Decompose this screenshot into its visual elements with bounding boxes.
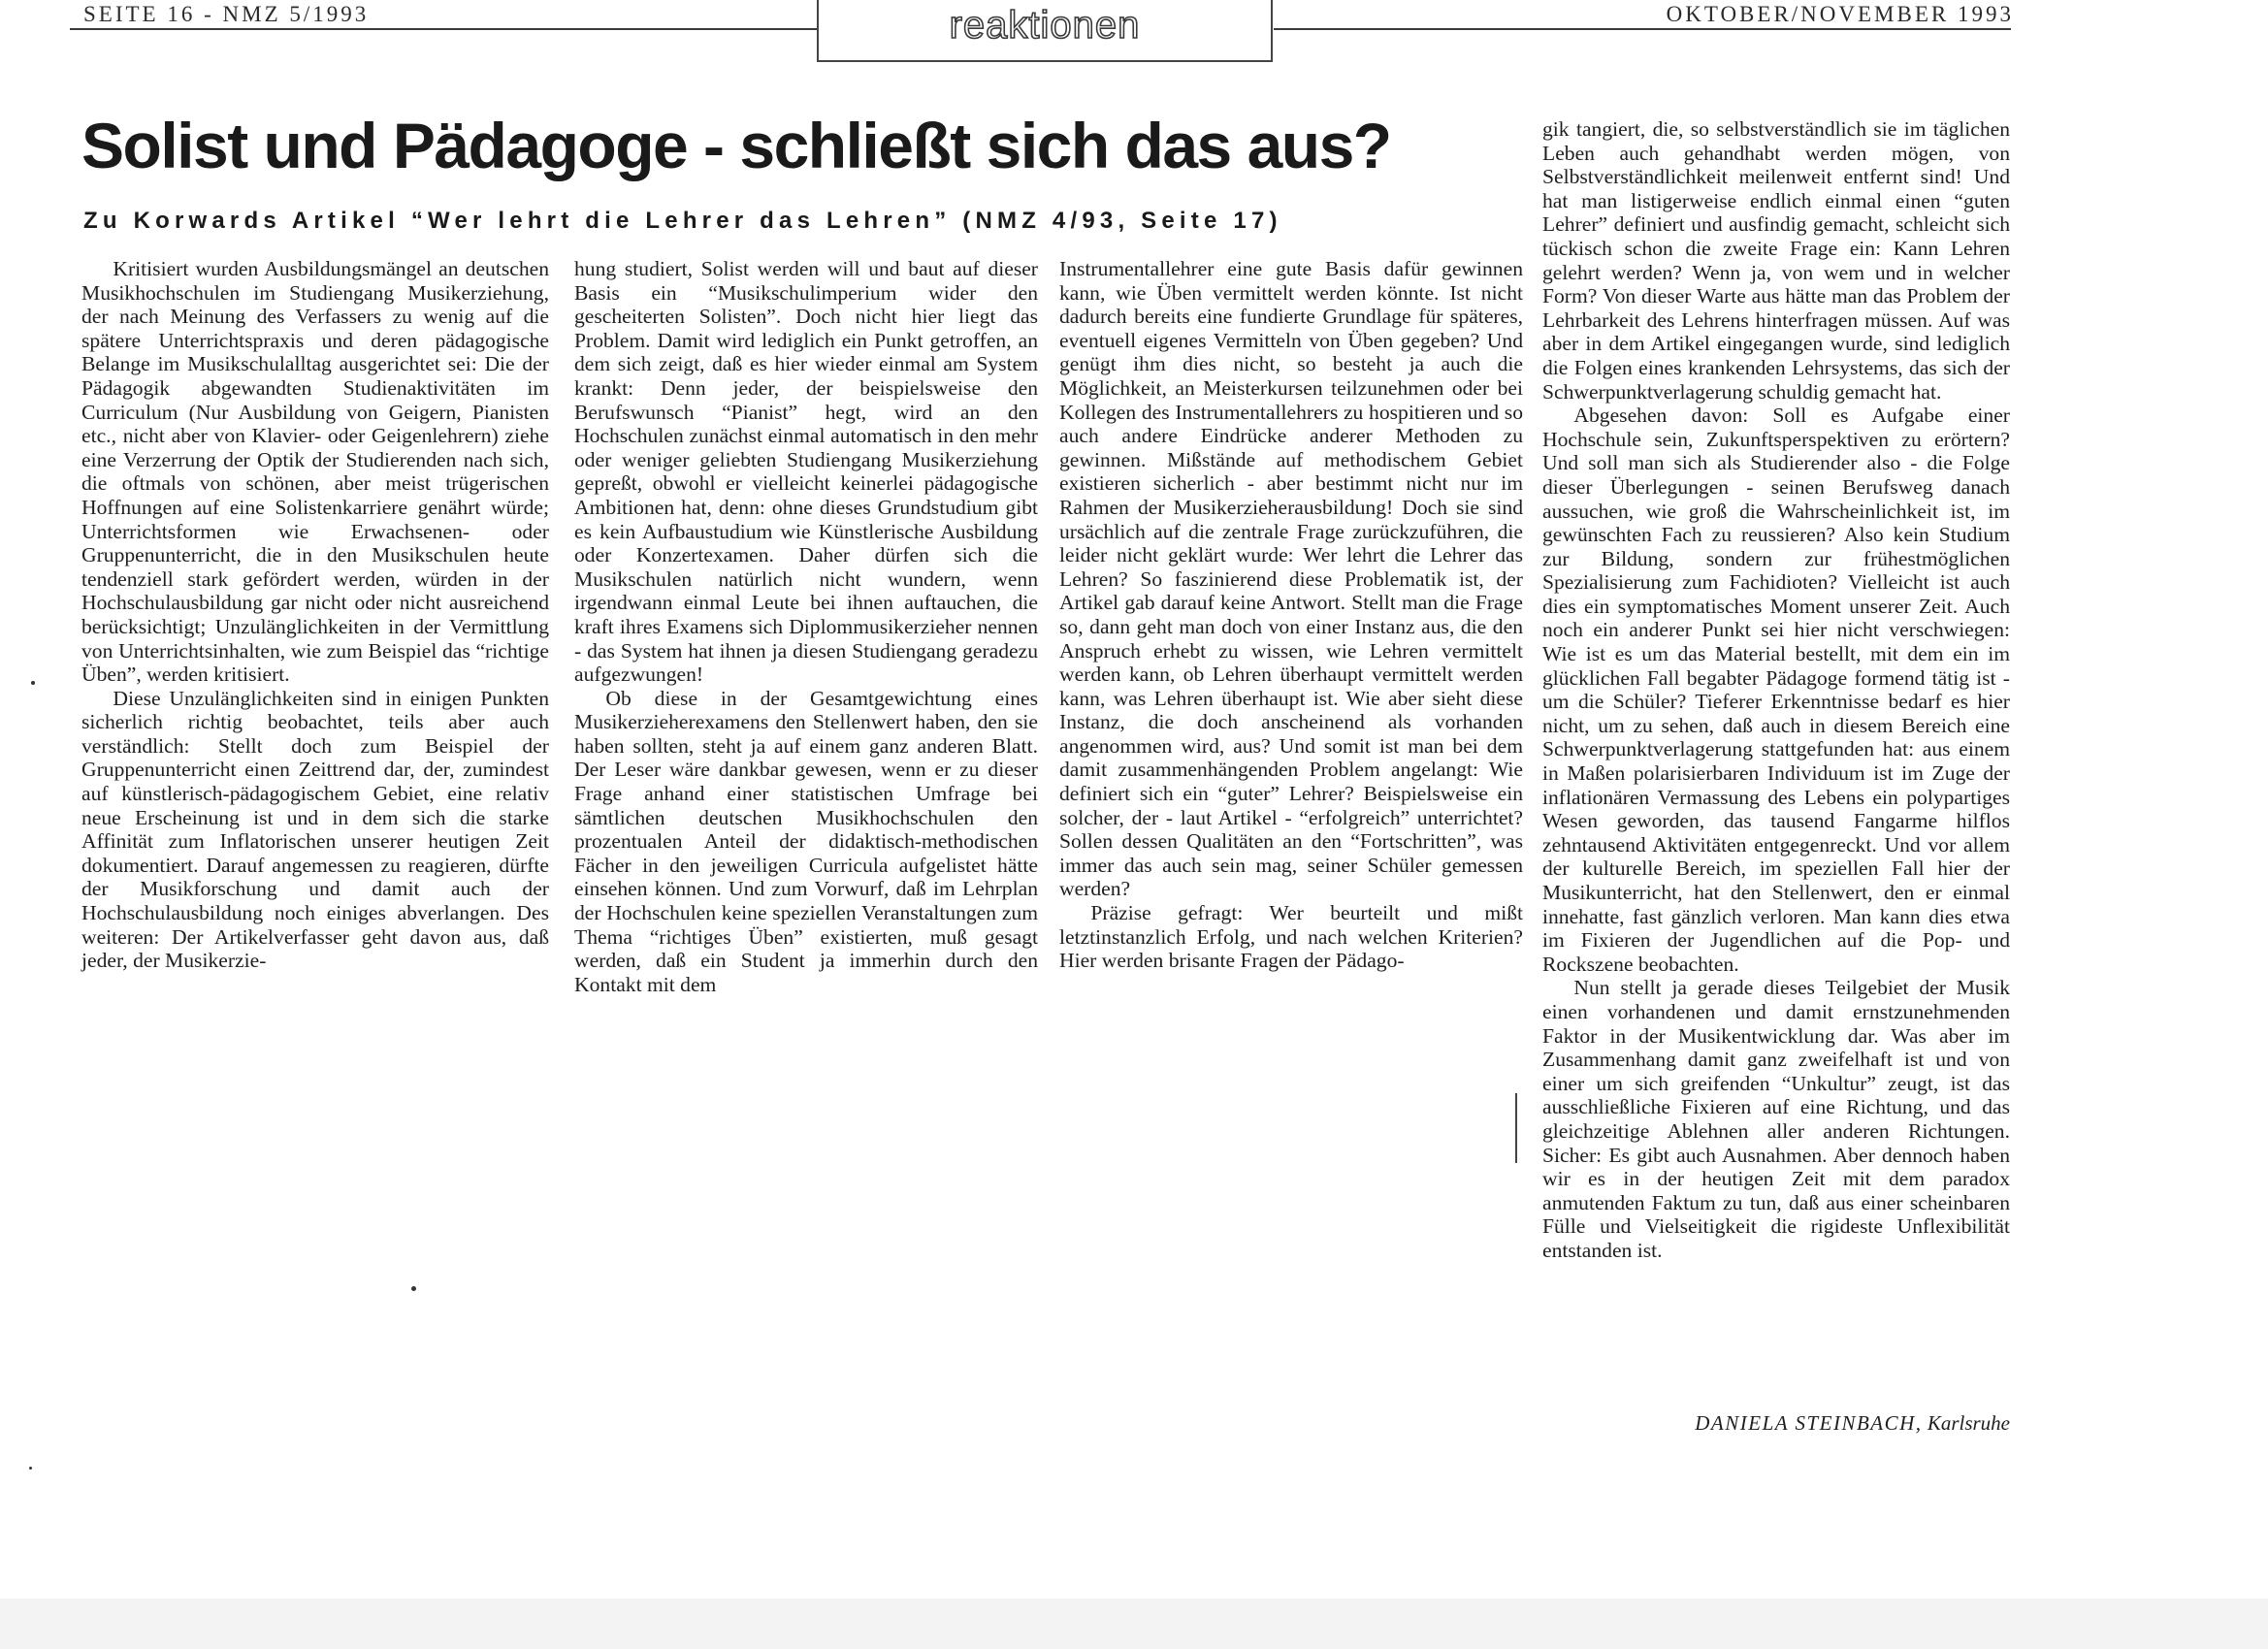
header-rule-left — [70, 28, 817, 30]
article-paragraph: Ob diese in der Gesamtgewichtung eines Musikerzieherexamens den Stellenwert haben, den sie haben sollten, steht ja auf einem ganz anderen Blatt. Der Leser wäre dankbar gewesen, wenn er zu dieser Frage anhand einer statistischen Umfrage bei sämtlichen deutschen Musikhochschulen den prozentualen Anteil der didaktisch-methodischen Fächer in den jeweiligen Curricula aufgelistet hätte einsehen können. Und zum Vorwurf, daß im Lehrplan der Hochschulen keine speziellen Veranstaltungen zum Thema “richtiges Üben” existierten, muß gesagt werden, daß ein Student ja immerhin durch den Kontakt mit dem — [574, 686, 1038, 996]
article-paragraph: hung studiert, Solist werden will und baut auf dieser Basis ein “Musikschulimperium wider den gescheiterten Solisten”. Doch nicht hier liegt das Problem. Damit wird lediglich ein Punkt getroffen, an dem sich zeigt, daß es hier wieder einmal am System krankt: Denn jeder, der beispielsweise den Berufswunsch “Pianist” hegt, wird an den Hochschulen zunächst einmal automatisch in den mehr oder weniger geliebten Studiengang Musikerziehung gepreßt, obwohl er vielleicht keinerlei pädagogische Ambitionen hat, denn: ohne dieses Grundstudium gibt es kein Aufbaustudium wie Künstlerische Ausbildung oder Konzertexamen. Daher dürfen sich die Musikschulen natürlich nicht wundern, wenn irgendwann einmal Leute bei ihnen auftauchen, die kraft ihres Examens sich Diplommusikerzieher nennen - das System hat ihnen ja diesen Studiengang geradezu aufgezwungen! — [574, 257, 1038, 687]
article-paragraph: Kritisiert wurden Ausbildungsmängel an deutschen Musikhochschulen im Studiengang Musikerziehung, der nach Meinung des Verfassers zu wenig auf die spätere Unterrichtspraxis und deren pädagogische Belange im Musikschulalltag ausgerichtet sei: Die der Pädagogik abgewandten Studienaktivitäten im Curriculum (Nur Ausbildung von Geigern, Pianisten etc., nicht aber von Klavier- oder Geigenlehrern) ziehe eine Verzerrung der Optik der Studierenden nach sich, die oftmals von schönen, aber meist trügerischen Hoffnungen auf eine Solistenkarriere genährt würde; Unterrichtsformen wie Erwachsenen- oder Gruppenunterricht, die in den Musikschulen heute tendenziell stark gefördert werden, würden in der Hochschulausbildung gar nicht oder nicht ausreichend berücksichtigt; Unzulänglichkeiten in der Vermittlung von Unterrichtsinhalten, wie zum Beispiel das “richtige Üben”, werden kritisiert. — [81, 257, 549, 687]
article-headline: Solist und Pädagoge - schließt sich das aus? — [81, 110, 1391, 181]
scan-bottom-edge — [0, 1599, 2268, 1649]
article-paragraph: gik tangiert, die, so selbstverständlich sie im täglichen Leben auch gehandhabt werden mögen, von Selbstverständlichkeit meilenweit entfernt sind! Und hat man listigerweise endlich einmal einen “guten Lehrer” definiert und ausfindig gemacht, schleicht sich tückisch schon die zweite Frage ein: Kann Lehren gelehrt werden? Wenn ja, von wem und in welcher Form? Von dieser Warte aus hätte man das Problem der Lehrbarkeit des Lehrens hinterfragen müssen. Auf was aber in dem Artikel eingegangen wurde, sind lediglich die Folgen eines krankenden Lehrsystems, das sich der Schwerpunktverlagerung schuldig gemacht hat. — [1542, 117, 2010, 404]
article-subhead: Zu Korwards Artikel “Wer lehrt die Lehrer das Lehren” (NMZ 4/93, Seite 17) — [83, 208, 1282, 234]
page-header-date: OKTOBER/NOVEMBER 1993 — [1666, 2, 2014, 26]
scan-speck — [411, 1286, 416, 1291]
author-name: DANIELA STEINBACH, — [1695, 1411, 1923, 1435]
article-paragraph: Abgesehen davon: Soll es Aufgabe einer Hochschule sein, Zukunftsperspektiven zu erörtern? Und soll man sich als Studierender also - die Folge dieser Überlegungen - seinen Berufsweg danach aussuchen, wie groß die Wahrscheinlichkeit ist, im gewünschten Fach zu reussieren? Also kein Studium zur Bildung, sondern zur frühestmöglichen Spezialisierung zum Fachidioten? Vielleicht ist auch dies ein symptomatisches Moment unserer Zeit. Auch noch ein anderer Punkt sei hier nicht verschwiegen: Wie ist es um das Material bestellt, mit dem ein im glücklichen Fall begabter Pädagoge formend tätig ist - um die Schüler? Tieferer Erkenntnisse bedarf es hier nicht, um zu sehen, daß auch in diesem Bereich eine Schwerpunktverlagerung stattgefunden hat: aus einem in Maßen polarisierbaren Individuum ist im Zuge der inflationären Vermassung des Lebens ein polypartiges Wesen geworden, das tausend Fangarme hilflos zehntausend Aktivitäten entgegenreckt. Und vor allem der kulturelle Bereich, im speziellen Fall hier der Musikunterricht, hat den Stellenwert, den er einmal innehatte, fast gänzlich verloren. Man kann dies etwa im Fixieren der Jugendlichen auf die Pop- und Rockszene beobachten. — [1542, 404, 2010, 976]
scan-speck — [31, 681, 35, 685]
article-paragraph: Instrumentallehrer eine gute Basis dafür gewinnen kann, wie Üben vermittelt werden könnte. Ist nicht dadurch bereits eine fundierte Grundlage für späteres, eventuell eigenes Vermitteln von Üben gegeben? Und genügt ihm dies nicht, so besteht ja auch die Möglichkeit, an Meisterkursen teilzunehmen oder bei Kollegen des Instrumentallehrers zu hospitieren und so auch andere Eindrücke anderer Methoden zu gewinnen. Mißstände auf methodischem Gebiet existieren sicherlich - aber bestimmt nicht nur im Rahmen der Musikerzieherausbildung! Doch sie sind ursächlich auf die zentrale Frage zurückzuführen, die leider nicht geklärt wurde: Wer lehrt die Lehrer das Lehren? So faszinierend diese Problematik ist, der Artikel gab darauf keine Antwort. Stellt man die Frage so, dann geht man doch von einer Instanz aus, die den Anspruch erhebt zu wissen, wie Lehren vermittelt werden kann, ob Lehren überhaupt vermittelt werden kann, was Lehren überhaupt ist. Wie aber sieht diese Instanz, die doch anscheinend als vorhanden angenommen wird, aus? Und somit ist man bei dem damit zusammenhängenden Problem angelangt: Wie definiert sich ein “guter” Lehrer? Beispielsweise ein solcher, der - laut Artikel - “erfolgreich” unterrichtet? Sollen dessen Qualitäten an den “Fortschritten”, was immer das auch sein mag, seiner Schüler gemessen werden? — [1059, 257, 1523, 901]
scan-speck — [29, 1467, 32, 1470]
header-rule-right — [1274, 28, 2011, 30]
margin-pencil-mark — [1515, 1093, 1517, 1163]
article-column-2 — [574, 257, 1038, 996]
article-column-3 — [1059, 257, 1523, 973]
section-label: reaktionen — [949, 4, 1141, 47]
author-signature — [1542, 1411, 2010, 1436]
page-header-left: SEITE 16 - NMZ 5/1993 — [83, 2, 370, 26]
section-label-box — [817, 0, 1273, 62]
article-column-1 — [81, 257, 549, 973]
article-column-4 — [1542, 117, 2010, 1263]
author-place: Karlsruhe — [1927, 1411, 2010, 1435]
article-paragraph: Nun stellt ja gerade dieses Teilgebiet der Musik einen vorhandenen und damit ernstzunehmenden Faktor in der Musikentwicklung dar. Was aber im Zusammenhang damit ganz zweifelhaft ist und von einer um sich greifenden “Unkultur” zeugt, ist das ausschließliche Fixieren auf eine Richtung, und das gleichzeitige Ablehnen aller anderen Richtungen. Sicher: Es gibt auch Ausnahmen. Aber dennoch haben wir es in der heutigen Zeit mit dem paradox anmutenden Faktum zu tun, daß aus einer scheinbaren Fülle und Vielseitigkeit die rigideste Unflexibilität entstanden ist. — [1542, 976, 2010, 1262]
article-paragraph: Präzise gefragt: Wer beurteilt und mißt letztinstanzlich Erfolg, und nach welchen Kriterien? Hier werden brisante Fragen der Pädago- — [1059, 901, 1523, 973]
article-paragraph: Diese Unzulänglichkeiten sind in einigen Punkten sicherlich richtig beobachtet, teils aber auch verständlich: Stellt doch zum Beispiel der Gruppenunterricht einen Zeittrend dar, der, zumindest auf künstlerisch-pädagogischem Gebiet, eine relativ neue Erscheinung ist und in dem sich die starke Affinität zum Inflatorischen unserer heutigen Zeit dokumentiert. Darauf angemessen zu reagieren, dürfte der Musikforschung und damit auch der Hochschulausbildung noch einiges abverlangen. Des weiteren: Der Artikelverfasser geht davon aus, daß jeder, der Musikerzie- — [81, 686, 549, 973]
